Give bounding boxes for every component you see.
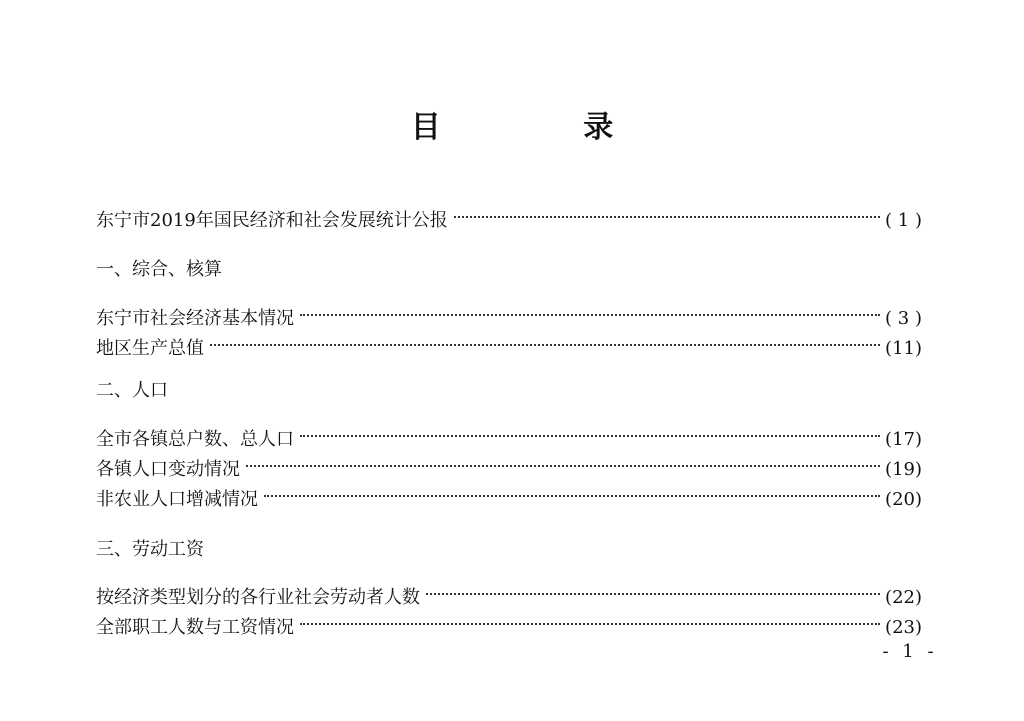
toc-entry-title: 全部职工人数与工资情况 [96,617,294,638]
toc-entry [96,328,922,362]
toc-entry-title: 按经济类型划分的各行业社会劳动者人数 [96,587,420,608]
toc-entry [96,449,922,483]
toc-entry-title: 全市各镇总户数、总人口 [96,429,294,450]
toc-entry-page: (17) [885,429,922,450]
toc-entry [96,419,922,453]
toc-entry [96,577,922,611]
page-number: - 1 - [882,641,938,662]
toc-entry-page: (23) [885,617,922,638]
toc-entry-title: 地区生产总值 [96,338,204,359]
dot-leader [210,328,880,354]
section-heading: 一、综合、核算 [96,259,222,280]
toc-entry-page: (11) [885,338,922,359]
toc-entry-page: ( 1 ) [885,210,922,231]
toc-entry [96,479,922,513]
page-title: 目 录 [410,110,680,145]
toc-entry-title: 非农业人口增减情况 [96,489,258,510]
toc-entry-title: 各镇人口变动情况 [96,459,240,480]
dot-leader [300,419,880,445]
toc-entry-page: (19) [885,459,922,480]
dot-leader [264,479,880,505]
toc-entry-title: 东宁市社会经济基本情况 [96,308,294,329]
toc-entry [96,200,922,234]
toc-entry-page: (22) [885,587,922,608]
dot-leader [300,298,880,324]
dot-leader [246,449,880,475]
dot-leader [426,577,880,603]
section-heading: 二、人口 [96,380,168,401]
section-heading: 三、劳动工资 [96,539,204,560]
toc-entry [96,607,922,641]
toc-entry-page: (20) [885,489,922,510]
toc-entry-title: 东宁市2019年国民经济和社会发展统计公报 [96,210,448,231]
dot-leader [454,200,880,226]
dot-leader [300,607,880,633]
toc-entry-page: ( 3 ) [885,308,922,329]
toc-entry [96,298,922,332]
